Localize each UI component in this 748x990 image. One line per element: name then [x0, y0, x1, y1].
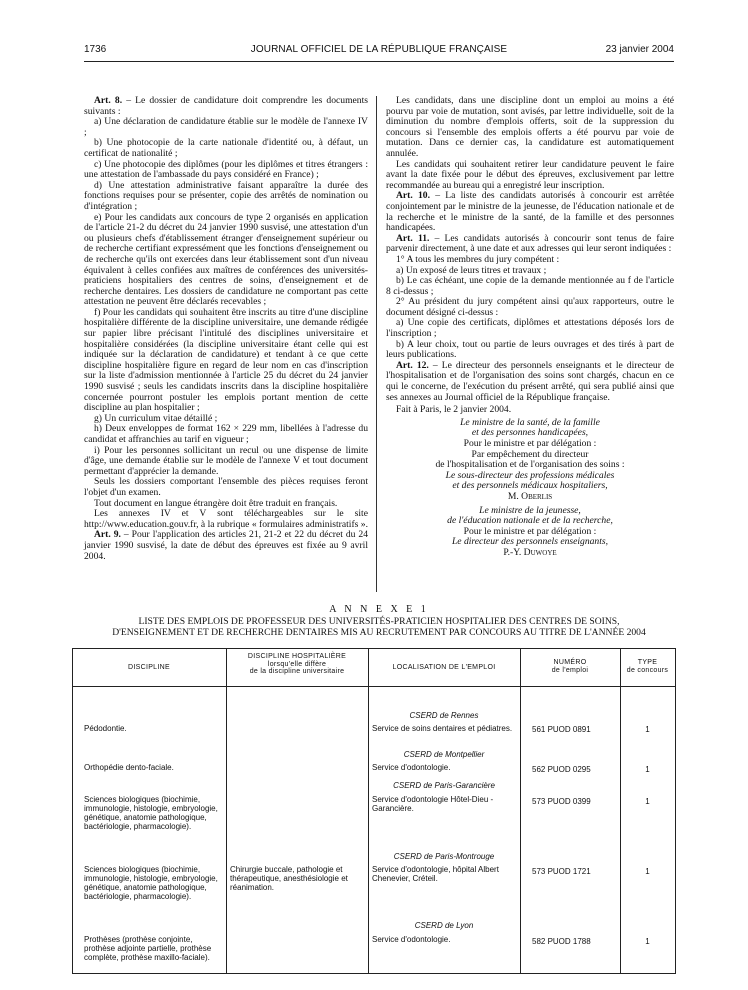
header-localisation: LOCALISATION DE L'EMPLOI [392, 664, 496, 671]
annexe-title-line: LISTE DES EMPLOIS DE PROFESSEUR DES UNIVERSITÉS-PRATICIEN HOSPITALIER DES CENTRES DE SOINS, [138, 616, 620, 627]
signature-line: Le directeur des personnels enseignants, [451, 536, 609, 548]
header-type [620, 659, 675, 674]
column-divider [226, 649, 227, 973]
localisation-cell: Service de soins dentaires et pédiatres. [372, 724, 513, 733]
signature-line: de l'hospitalisation et de l'organisation des soins : [435, 459, 625, 471]
signature-line: Par empêchement du directeur [471, 448, 589, 460]
paragraph-tout: Tout document en langue étrangère doit être traduit en français. [94, 497, 338, 509]
art8-item-a: a) Une déclaration de candidature établie sur le modèle de l'annexe IV ; [84, 116, 368, 138]
column-divider [620, 649, 621, 973]
discipline-cell: Sciences biologiques (biochimie, immunologie, histologie, embryologie, génétique, anatomie pathologique, bactériologie, pharmacologie). [84, 865, 218, 901]
annexe-title-line: D'ENSEIGNEMENT ET DE RECHERCHE DENTAIRES MIS AU RECRUTEMENT PAR CONCOURS AU TITRE DE L'ANNÉE 2004 [112, 626, 646, 638]
signature-line: Pour le ministre et par délégation : [463, 438, 597, 449]
art8-item-f: f) Pour les candidats qui souhaitent être inscrits au titre d'une discipline hospitalière différente de la discipline universitaire, une demande rédigée sur papier libre précisant l'intitulé des disciplines universitaire et hospitalière considérées (la discipline universitaire étant celle qui est indiquée sur la déclaration de candidature) et tendant à ce que cette discipline hospitalière figure en regard de leur nom en cas d'inscription sur la liste d'admission mentionnée à l'article 25 du décret du 24 janvier 1990 susvisé ; seuls les candidats inscrits dans la discipline hospitalière concernée pourront postuler les emplois portant mention de cette discipline au plan hospitalier ; [84, 306, 368, 414]
art11-item-1a: a) Un exposé de leurs titres et travaux ; [396, 264, 547, 276]
header-line: de l'emploi [551, 666, 589, 674]
header-line: NUMÉRO [553, 659, 587, 666]
art11-item-1b: b) Le cas échéant, une copie de la demande mentionnée au f de l'article 8 ci-dessus ; [386, 275, 674, 297]
type-cell: 1 [645, 797, 650, 806]
signature-line: et des personnels médicaux hospitaliers, [452, 480, 608, 492]
art11-item-2b: b) A leur choix, tout ou partie de leurs ouvrages et des tirés à part de leurs publications. [386, 338, 674, 361]
table-border [72, 649, 73, 973]
paragraph-mutation: Les candidats, dans une discipline dont un emploi au moins a été pourvu par voie de mutation, sont avisés, par lettre individuelle, soit de la diminution du nombre d'emplois offerts, soit de la suppression du concours si l'ensemble des emplois offerts a été pourvu par voie de mutation. Dans ce dernier cas, la candidature est automatiquement annulée. [386, 95, 674, 159]
signatory-name: P.-Y. Duwoye [503, 546, 557, 558]
art8-item-c: c) Une photocopie des diplômes (pour les diplômes et titres étrangers : une attestation de l'ambassade du pays considéré en France) ; [84, 158, 368, 181]
type-cell: 1 [645, 867, 650, 876]
signature-line: Le ministre de la jeunesse, [479, 504, 581, 516]
discipline-cell: Sciences biologiques (biochimie, immunologie, histologie, embryologie, génétique, anatomie pathologique, bactériologie, pharmacologie). [84, 795, 218, 831]
signatory-name: M. Oberlis [507, 490, 553, 502]
signature-line: Le sous-directeur des professions médicales [445, 469, 615, 481]
art11-item-1: 1° A tous les membres du jury compétent : [396, 253, 560, 265]
discipline-cell: Prothèses (prothèse conjointe, prothèse adjointe partielle, prothèse complète, prothèse maxillo-faciale). [84, 935, 212, 962]
centre-label: CSERD de Montpellier [403, 750, 485, 759]
art8-item-g: g) Un curriculum vitae détaillé ; [94, 412, 218, 424]
art11-item-2: 2° Au président du jury compétent ainsi qu'aux rapporteurs, outre le document désigné ci-dessus : [386, 296, 674, 318]
header-line: de concours [626, 666, 669, 674]
type-cell: 1 [645, 937, 650, 946]
fait-a-paris: Fait à Paris, le 2 janvier 2004. [396, 404, 512, 416]
discipline-hospitaliere-cell: Chirurgie buccale, pathologie et thérapeutique, anesthésiologie et réanimation. [230, 865, 348, 892]
publication-date: 23 janvier 2004 [605, 44, 674, 55]
art10-label: Art. 10. [396, 190, 430, 202]
type-cell: 1 [645, 765, 650, 774]
header-line: de la discipline universitaire [249, 668, 345, 675]
annexe-label: A N N E X E 1 [329, 604, 429, 615]
header-discipline-hospitaliere [226, 653, 368, 676]
centre-label: CSERD de Rennes [409, 711, 479, 720]
art11-text: – Les candidats autorisés à concourir sont tenus de faire parvenir directement, à une date et aux adresses qui leur seront indiquées : [386, 232, 675, 255]
running-header [84, 44, 674, 60]
journal-title: JOURNAL OFFICIEL DE LA RÉPUBLIQUE FRANÇAISE [250, 44, 508, 55]
art8-item-i: i) Pour les personnes sollicitant un recul ou une dispense de limite d'âge, une demande établie sur le modèle de l'annexe V et tout document permettant d'apprécier la demande. [84, 444, 368, 477]
type-cell: 1 [645, 725, 650, 734]
art9-text: – Pour l'application des articles 21, 21-2 et 22 du décret du 24 janvier 1990 susvisé, la date de début des épreuves est fixée au 9 avril 2004. [84, 529, 369, 562]
paragraph-retrait: Les candidats qui souhaitent retirer leur candidature peuvent le faire avant la date fixée pour le début des épreuves, exclusivement par lettre recommandée au bureau qui a enregistré leur inscription. [386, 158, 674, 191]
header-discipline: DISCIPLINE [128, 664, 170, 671]
art8-intro: – Le dossier de candidature doit comprendre les documents suivants : [84, 95, 368, 117]
localisation-cell: Service d'odontologie, hôpital Albert Chenevier, Créteil. [372, 865, 499, 883]
paragraph-annexes: Les annexes IV et V sont téléchargeables sur le site http://www.education.gouv.fr, à la rubrique « formulaires administratifs ». [84, 508, 368, 530]
column-separator [376, 96, 377, 592]
localisation-cell: Service d'odontologie. [372, 935, 451, 944]
centre-label: CSERD de Paris-Montrouge [393, 852, 495, 861]
art8-item-d: d) Une attestation administrative faisant apparaître la durée des fonctions requises pour se présenter, copie des arrêtés de nomination ou d'intégration ; [84, 179, 368, 212]
right-column [386, 96, 674, 559]
header-numero [520, 659, 620, 674]
header-line: lorsqu'elle diffère [267, 660, 327, 668]
paragraph-seuls: Seuls les dossiers comportant l'ensemble des pièces requises feront l'objet d'un examen. [84, 476, 368, 498]
discipline-cell: Pédodontie. [84, 724, 127, 733]
art10-text: – La liste des candidats autorisés à concourir est arrêtée conjointement par le ministre de la jeunesse, de l'éducation nationale et de la recherche et le ministre de la santé, de la famille et des personnes handicapées. [386, 190, 674, 234]
art11-label: Art. 11. [396, 232, 430, 244]
table-border [675, 649, 676, 973]
left-column [84, 96, 368, 562]
numero-cell: 561 PUOD 0891 [532, 725, 591, 734]
art8-item-b: b) Une photocopie de la carte nationale d'identité ou, à défaut, un certificat de nationalité ; [84, 137, 368, 159]
art9-label: Art. 9. [94, 529, 121, 541]
centre-label: CSERD de Lyon [414, 921, 474, 930]
art8-item-h: h) Deux enveloppes de format 162 × 229 mm, libellées à l'adresse du candidat et affranchies au tarif en vigueur ; [84, 423, 368, 445]
numero-cell: 573 PUOD 1721 [532, 867, 591, 876]
centre-label: CSERD de Paris-Garancière [393, 781, 495, 790]
art12-text: – Le directeur des personnels enseignants et le directeur de l'hospitalisation et de l'organisation des soins sont chargés, chacun en ce qui le concerne, de l'exécution du présent arrêté, qui sera publié ainsi que ses annexes au Journal officiel de la République française. [386, 359, 675, 403]
header-line: DISCIPLINE HOSPITALIÈRE [247, 653, 347, 660]
signature-line: de l'éducation nationale et de la recherche, [447, 515, 613, 527]
annexe-title [84, 617, 674, 638]
numero-cell: 562 PUOD 0295 [532, 765, 591, 774]
localisation-cell: Service d'odontologie. [372, 763, 451, 772]
signature-line: Pour le ministre et par délégation : [463, 525, 597, 537]
page-number: 1736 [84, 44, 107, 55]
numero-cell: 573 PUOD 0399 [532, 797, 591, 806]
art8-label: Art. 8. [94, 95, 123, 106]
emplois-table [72, 648, 676, 974]
art12-label: Art. 12. [396, 359, 429, 371]
art8-item-e: e) Pour les candidats aux concours de type 2 organisés en application de l'article 21-2 du décret du 24 janvier 1990 susvisé, une attestation d'un ou plusieurs chefs d'établissement étranger d'enseignement supérieur ou de recherche certifiant expressément que les fonctions d'enseignement ou de recherche qu'ils ont exercées dans leur établissement sont d'un niveau équivalent à celles confiées aux maîtres de conférences des universités-praticiens hospitaliers des centres de soins, d'enseignement et de recherche dentaires. Les dossiers de candidature ne comportant pas cette attestation ne peuvent être déclarés recevables ; [84, 211, 368, 308]
header-divider [72, 686, 676, 687]
art11-item-2a: a) Une copie des certificats, diplômes et attestations déposés lors de l'inscription ; [386, 317, 674, 340]
signature-line: et des personnes handicapées, [471, 427, 589, 439]
header-line: TYPE [637, 659, 658, 666]
header-rule [84, 61, 674, 62]
signature-line: Le ministre de la santé, de la famille [460, 416, 600, 428]
localisation-cell: Service d'odontologie Hôtel-Dieu - Garancière. [372, 795, 494, 813]
discipline-cell: Orthopédie dento-faciale. [84, 763, 174, 772]
column-divider [520, 649, 521, 973]
numero-cell: 582 PUOD 1788 [532, 937, 591, 946]
